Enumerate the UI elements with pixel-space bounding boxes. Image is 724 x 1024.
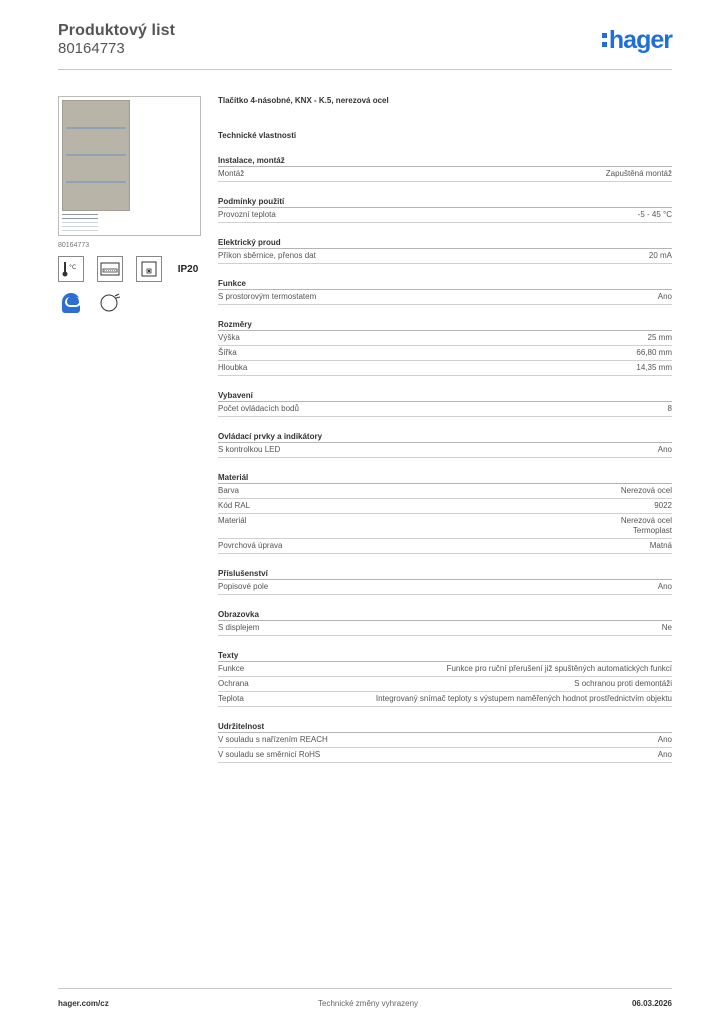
technical-properties-title: Technické vlastnosti	[218, 131, 297, 140]
logo-text: hager	[608, 26, 672, 54]
push-button-plate	[62, 100, 130, 211]
image-caption: 80164773	[58, 242, 90, 249]
spec-row	[218, 662, 672, 677]
spec-key: Provozní teplota	[218, 210, 276, 219]
svg-text:°C: °C	[69, 264, 77, 271]
spec-key: Povrchová úprava	[218, 541, 283, 550]
hager-logo[interactable]	[602, 26, 672, 55]
spec-value: Ano	[657, 735, 672, 744]
spec-row	[218, 331, 672, 346]
section-title: Materiál	[218, 473, 672, 484]
section-title: Rozměry	[218, 320, 672, 331]
spec-key: S kontrolkou LED	[218, 445, 281, 454]
spec-key: V souladu se směrnicí RoHS	[218, 750, 321, 759]
spec-key: Příkon sběrnice, přenos dat	[218, 251, 316, 260]
spec-key: Popisové pole	[218, 582, 269, 591]
spec-key: Ochrana	[218, 679, 249, 688]
section-title: Příslušenství	[218, 569, 672, 580]
spec-row	[218, 514, 672, 539]
spec-section	[218, 156, 672, 182]
spec-value: Ano	[657, 750, 672, 759]
section-title: Texty	[218, 651, 672, 662]
led-indicator-icon	[97, 290, 123, 316]
product-sidebar	[58, 96, 203, 316]
spec-row	[218, 539, 672, 554]
product-image-label-lines	[62, 211, 98, 231]
spec-row	[218, 692, 672, 707]
spec-section	[218, 279, 672, 305]
spec-section	[218, 569, 672, 595]
page-footer	[58, 988, 672, 1010]
spec-row	[218, 402, 672, 417]
ip20-label: IP20	[177, 263, 199, 275]
spec-section	[218, 238, 672, 264]
spec-value: Matná	[649, 541, 672, 550]
spec-value: Integrovaný snímač teploty s výstupem naměřených hodnot prostřednictvím objektu	[375, 694, 672, 703]
footer-note: Technické změny vyhrazeny	[318, 999, 419, 1008]
spec-value: 25 mm	[647, 333, 672, 342]
section-title: Vybavení	[218, 391, 672, 402]
page-header	[58, 22, 672, 70]
spec-value: S ochranou proti demontáži	[574, 679, 672, 688]
spec-key: Počet ovládacích bodů	[218, 404, 299, 413]
ip20-icon	[175, 256, 201, 282]
spec-sections	[218, 156, 672, 763]
spec-row	[218, 748, 672, 763]
spec-key: Hloubka	[218, 363, 248, 372]
product-number: 80164773	[58, 40, 125, 57]
section-title: Podmínky použití	[218, 197, 672, 208]
spec-row	[218, 733, 672, 748]
section-title: Obrazovka	[218, 610, 672, 621]
display-icon	[97, 256, 123, 282]
section-title: Ovládací prvky a indikátory	[218, 432, 672, 443]
spec-row	[218, 443, 672, 458]
spec-key: S displejem	[218, 623, 260, 632]
eco-label-icon	[58, 290, 84, 316]
section-title: Udržitelnost	[218, 722, 672, 733]
spec-key: Výška	[218, 333, 240, 342]
logo-dots-icon	[602, 33, 607, 51]
spec-row	[218, 346, 672, 361]
page-title: Produktový list	[58, 22, 176, 39]
spec-row	[218, 484, 672, 499]
section-title: Elektrický proud	[218, 238, 672, 249]
spec-value: Zapuštěná montáž	[605, 169, 672, 178]
spec-value: Ano	[657, 582, 672, 591]
feature-icons	[58, 256, 203, 316]
spec-row	[218, 290, 672, 305]
spec-section	[218, 651, 672, 707]
spec-row	[218, 621, 672, 636]
spec-value: Ano	[657, 445, 672, 454]
spec-row	[218, 499, 672, 514]
footer-date: 06.03.2026	[631, 999, 672, 1008]
spec-value: 8	[667, 404, 672, 413]
spec-key: Funkce	[218, 664, 245, 673]
temperature-icon	[58, 256, 84, 282]
spec-key: Barva	[218, 486, 239, 495]
spec-value: 9022	[654, 501, 672, 510]
spec-key: S prostorovým termostatem	[218, 292, 317, 301]
flush-mount-icon	[136, 256, 162, 282]
section-title: Funkce	[218, 279, 672, 290]
spec-value: Funkce pro ruční přerušení již spuštěných automatických funkcí	[446, 664, 672, 673]
spec-key: Materiál	[218, 516, 247, 525]
spec-section	[218, 722, 672, 763]
spec-section	[218, 432, 672, 458]
spec-section	[218, 320, 672, 376]
spec-value: 20 mA	[648, 251, 672, 260]
spec-row	[218, 361, 672, 376]
spec-value: Nerezová ocel	[620, 486, 672, 495]
spec-value: Ano	[657, 292, 672, 301]
spec-value: Ne	[661, 623, 672, 632]
spec-section	[218, 391, 672, 417]
spec-key: Montáž	[218, 169, 245, 178]
spec-key: Kód RAL	[218, 501, 251, 510]
footer-website[interactable]: hager.com/cz	[58, 999, 109, 1008]
spec-row	[218, 167, 672, 182]
spec-row	[218, 208, 672, 223]
spec-section	[218, 610, 672, 636]
spec-row	[218, 249, 672, 264]
product-description: Tlačítko 4-násobné, KNX - K.5, nerezová ocel	[218, 96, 389, 105]
product-details	[218, 96, 672, 763]
spec-value: 66,80 mm	[636, 348, 672, 357]
section-title: Instalace, montáž	[218, 156, 672, 167]
spec-value: -5 - 45 °C	[637, 210, 672, 219]
spec-value: Nerezová ocel Termoplast	[620, 516, 672, 535]
spec-row	[218, 580, 672, 595]
spec-section	[218, 473, 672, 554]
spec-key: V souladu s nařízením REACH	[218, 735, 328, 744]
product-image	[58, 96, 201, 236]
spec-row	[218, 677, 672, 692]
spec-section	[218, 197, 672, 223]
spec-value: 14,35 mm	[636, 363, 672, 372]
spec-key: Teplota	[218, 694, 244, 703]
spec-key: Šířka	[218, 348, 237, 357]
